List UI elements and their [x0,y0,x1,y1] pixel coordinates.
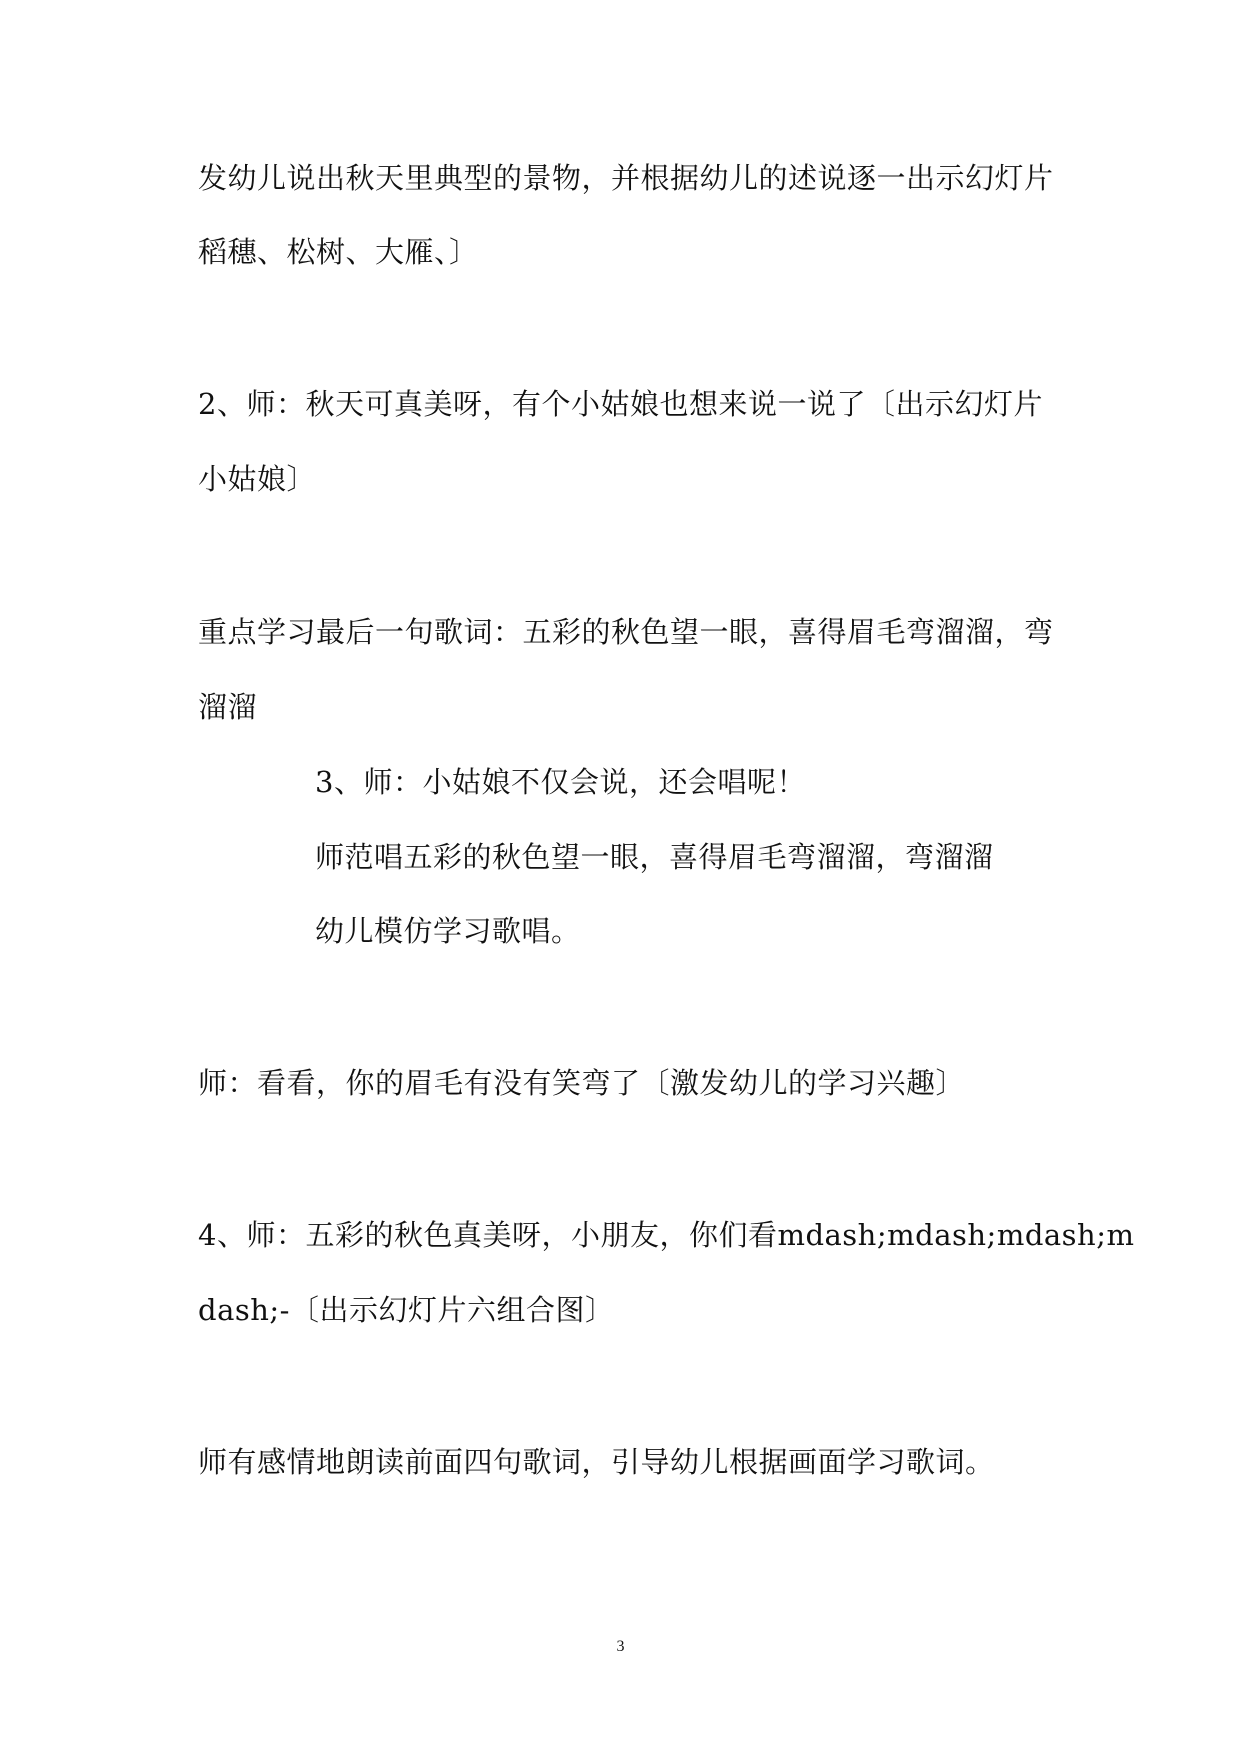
indented-line: 3、师：小姑娘不仅会说，还会唱呢！ [315,765,806,799]
indented-line: 师范唱五彩的秋色望一眼，喜得眉毛弯溜溜，弯溜溜 [315,840,994,874]
paragraph-line: 重点学习最后一句歌词：五彩的秋色望一眼，喜得眉毛弯溜溜，弯 [198,615,1054,649]
paragraph-line: 稻穗、松树、大雁、〕 [198,235,479,269]
paragraph-line: 2、师：秋天可真美呀，有个小姑娘也想来说一说了〔出示幻灯片 [198,387,1043,421]
paragraph-line: 师有感情地朗读前面四句歌词，引导幼儿根据画面学习歌词。 [198,1445,995,1479]
paragraph-line: dash;-〔出示幻灯片六组合图〕 [198,1293,615,1327]
paragraph-line: 小姑娘〕 [198,462,317,496]
page-number: 3 [616,1638,625,1655]
indented-line: 幼儿模仿学习歌唱。 [315,914,581,948]
paragraph-line: 4、师：五彩的秋色真美呀，小朋友，你们看mdash;mdash;mdash;m [198,1218,1135,1252]
paragraph-line: 溜溜 [198,690,258,724]
paragraph-line: 师：看看，你的眉毛有没有笑弯了〔激发幼儿的学习兴趣〕 [198,1066,966,1100]
paragraph-line: 发幼儿说出秋天里典型的景物，并根据幼儿的述说逐一出示幻灯片 [198,161,1054,195]
